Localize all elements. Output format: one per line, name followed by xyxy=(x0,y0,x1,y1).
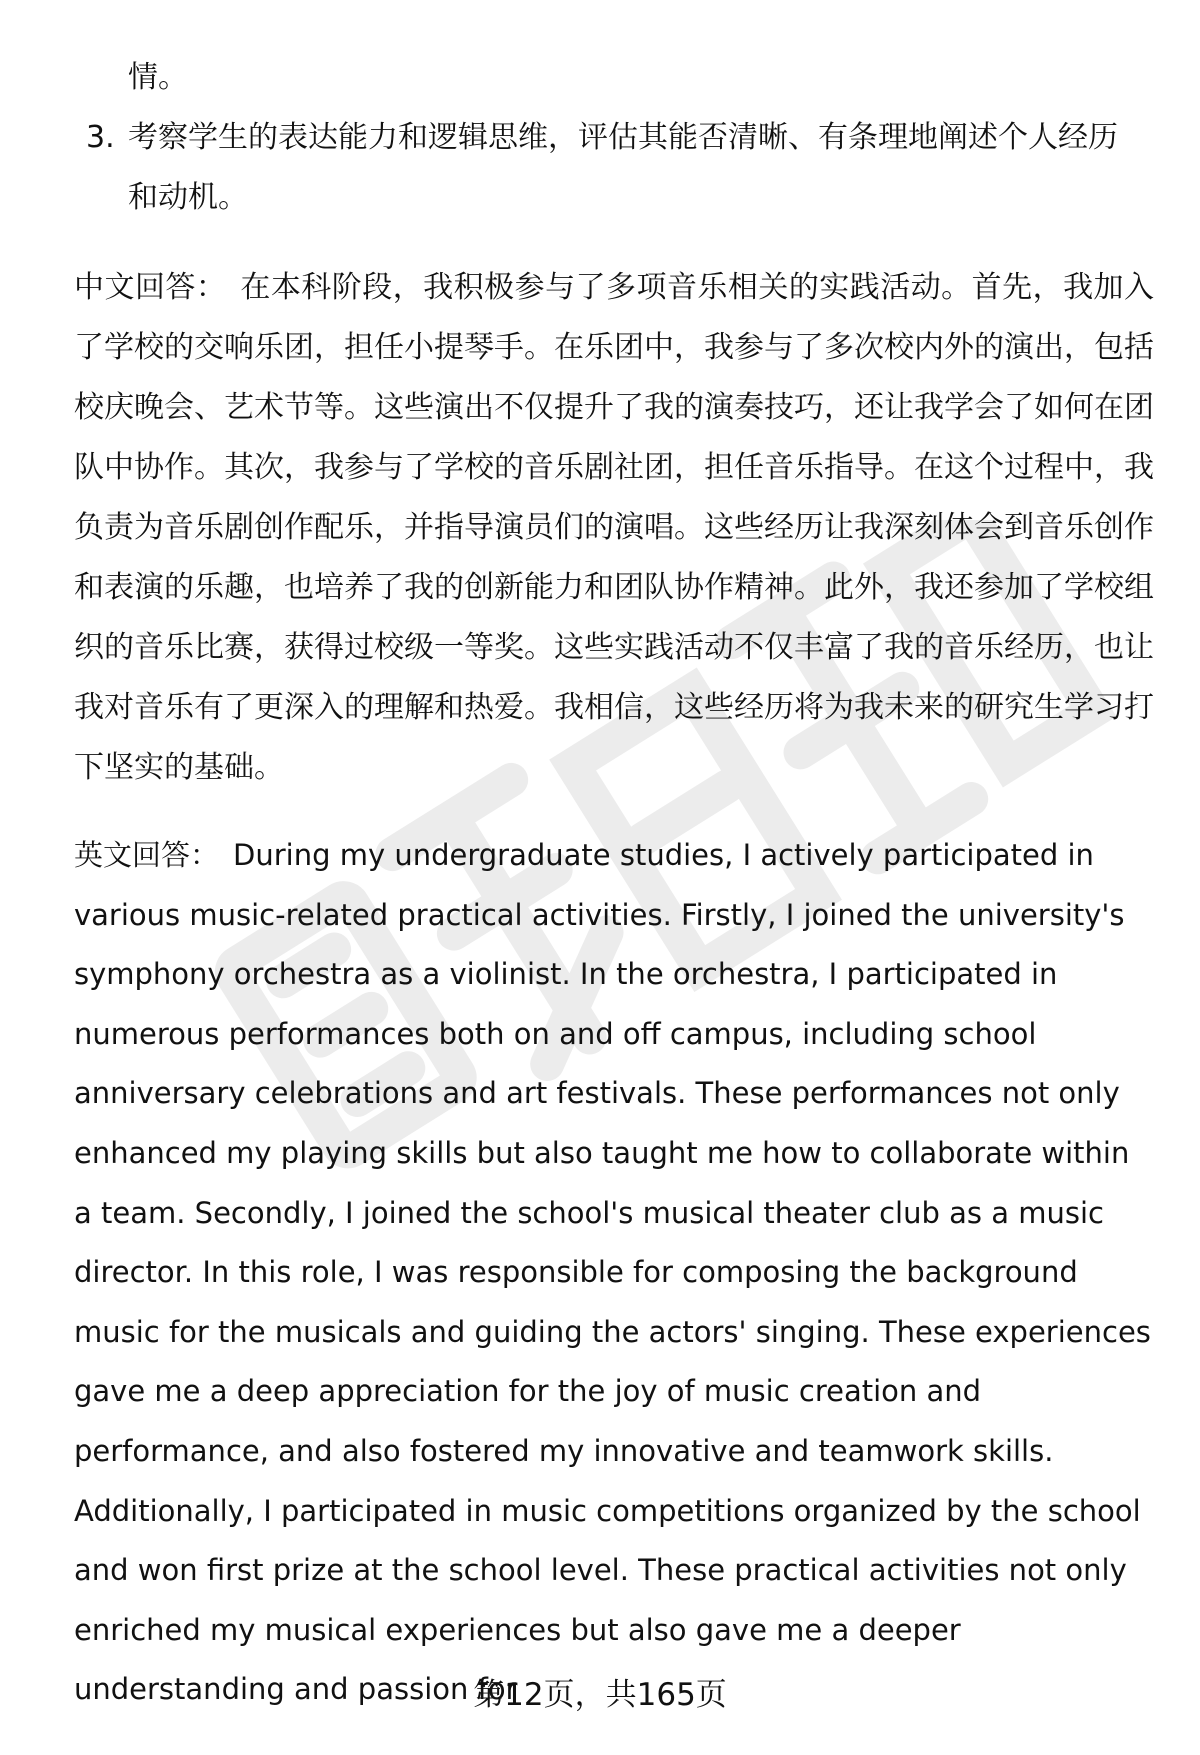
chinese-answer-paragraph xyxy=(74,258,1154,798)
english-answer-text: During my undergraduate studies, I actively participated in various music-related practical activities. Firstly, I joined the university's symphony orchestra as a violinist. In the orchestra, I participated in numerous performances both on and off campus, including school anniversary celebrations and art festivals. These performances not only enhanced my playing skills but also taught me how to collaborate within a team. Secondly, I joined the school's musical theater club as a music director. In this role, I was responsible for composing the background music for the musicals and guiding the actors' singing. These experiences gave me a deep appreciation for the joy of music creation and performance, and also fostered my innovative and teamwork skills. Additionally, I participated in music competitions organized by the school and won first prize at the school level. These practical activities not only enriched my musical experiences but also gave me a deeper understanding and passion for xyxy=(74,838,1151,1707)
english-answer-paragraph xyxy=(74,826,1154,1720)
english-answer-label: 英文回答： xyxy=(74,838,220,872)
list-text: 考察学生的表达能力和逻辑思维，评估其能否清晰、有条理地阐述个人经历和动机。 xyxy=(128,120,1118,215)
page-number-footer: 第12页，共165页 xyxy=(473,1677,727,1713)
chinese-answer-label: 中文回答： xyxy=(74,270,227,305)
fragment-text: 情。 xyxy=(128,60,188,95)
chinese-answer-text: 在本科阶段，我积极参与了多项音乐相关的实践活动。首先，我加入了学校的交响乐团，担任小提琴手。在乐团中，我参与了多次校内外的演出，包括校庆晚会、艺术节等。这些演出不仅提升了我的演奏技巧，还让我学会了如何在团队中协作。其次，我参与了学校的音乐剧社团，担任音乐指导。在这个过程中，我负责为音乐剧创作配乐，并指导演员们的演唱。这些经历让我深刻体会到音乐创作和表演的乐趣，也培养了我的创新能力和团队协作精神。此外，我还参加了学校组织的音乐比赛，获得过校级一等奖。这些实践活动不仅丰富了我的音乐经历，也让我对音乐有了更深入的理解和热爱。我相信，这些经历将为我未来的研究生学习打下坚实的基础。 xyxy=(74,270,1155,785)
list-number: 3. xyxy=(86,120,115,155)
